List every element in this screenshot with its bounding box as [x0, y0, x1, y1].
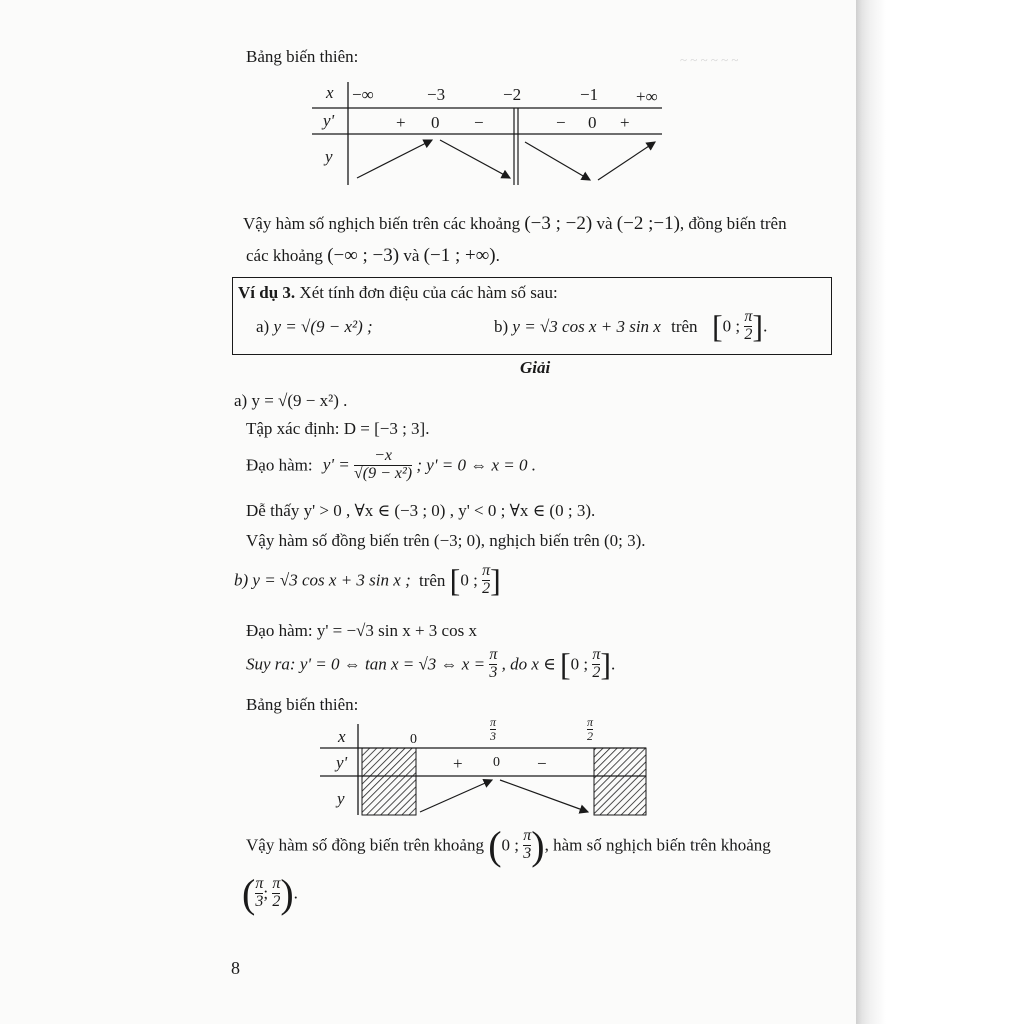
conclusion-1-line-2: các khoảng (−∞ ; −3) và (−1 ; +∞). — [246, 245, 500, 266]
part-a-conclusion: Vậy hàm số đồng biến trên (−3; 0), nghịch biến trên (0; 3). — [246, 531, 646, 550]
row-x-label: x — [326, 83, 334, 102]
x-value: −∞ — [352, 85, 374, 104]
heading-bbt-1: Bảng biến thiên: — [246, 47, 359, 66]
example-b: b) y = √3 cos x + 3 sin x trên — [494, 317, 698, 336]
row-y-label: y — [325, 147, 333, 166]
sign: 0 — [431, 113, 440, 132]
conclusion-2-line-2: ( $\frac{\pi}{3}$ ; $\frac{\pi}{2}$ ). — [242, 871, 298, 916]
x-value: −1 — [580, 85, 599, 104]
sign: − — [537, 754, 547, 773]
part-a-sign: Dễ thấy y' > 0 , ∀x ∈ (−3 ; 0) , y' < 0 ; ∀x ∈ (0 ; 3). — [246, 501, 596, 520]
example-interval: [0 ; $\frac{\pi}{2}$ ]. — [712, 308, 768, 344]
example-a: a) y = √(9 − x²) ; — [256, 317, 373, 336]
page-number: 8 — [231, 958, 240, 978]
sign: + — [620, 113, 630, 132]
sign: − — [474, 113, 484, 132]
x-value: 0 — [410, 732, 417, 747]
solution-title: Giải — [520, 358, 551, 377]
arrow-down — [500, 780, 588, 812]
x-value: $\frac{\pi}{2}$ — [587, 715, 594, 743]
sign: 0 — [493, 755, 500, 770]
sign: 0 — [588, 113, 597, 132]
sign: − — [556, 113, 566, 132]
part-b-title: b) y = √3 cos x + 3 sin x ; trên [0 ; $\frac{\pi}{2}$ ] — [234, 562, 501, 598]
sign: + — [453, 754, 463, 773]
x-value: $\frac{\pi}{3}$ — [490, 715, 497, 743]
part-b-solve: Suy ra: y' = 0 ⇔ tan x = √3 ⇔ x = $\frac{\pi}{3}$ , do x ∈ [0 ; $\frac{\pi}{2}$ ]. — [246, 646, 616, 682]
conclusion-2-line-1: Vậy hàm số đồng biến trên khoảng (0 ; $\frac{\pi}{3}$ ), hàm số nghịch biến trên khoảng — [246, 823, 771, 868]
conclusion-1-line-1: Vậy hàm số nghịch biến trên các khoảng (−3 ; −2) và (−2 ;−1), đồng biến trên — [243, 213, 787, 234]
page-edge-shadow — [856, 0, 1024, 1024]
x-value: −2 — [503, 85, 522, 104]
part-a-derivative: Đạo hàm: y' = $\frac{-x}{\text{√(9 − x²)}}$ ; y' = 0 ⇔ x = 0 . — [246, 447, 536, 482]
example-header: Ví dụ 3. Xét tính đơn điệu của các hàm số sau: — [238, 283, 558, 302]
part-a-domain: Tập xác định: D = [−3 ; 3]. — [246, 419, 430, 438]
row-y-label: y — [337, 789, 345, 808]
part-a-title: a) y = √(9 − x²) . — [234, 391, 348, 410]
x-value: −3 — [427, 85, 446, 104]
part-b-derivative: Đạo hàm: y' = −√3 sin x + 3 cos x — [246, 621, 477, 640]
row-x-label: x — [338, 727, 346, 746]
row-yp-label: y' — [336, 753, 348, 772]
row-yp-label: y' — [323, 111, 335, 130]
x-value: +∞ — [636, 87, 658, 106]
arrow-up — [420, 780, 492, 812]
bleed-through-text: ~ ~ ~ ~ ~ ~ — [680, 52, 739, 67]
heading-bbt-2: Bảng biến thiên: — [246, 695, 359, 714]
sign: + — [396, 113, 406, 132]
